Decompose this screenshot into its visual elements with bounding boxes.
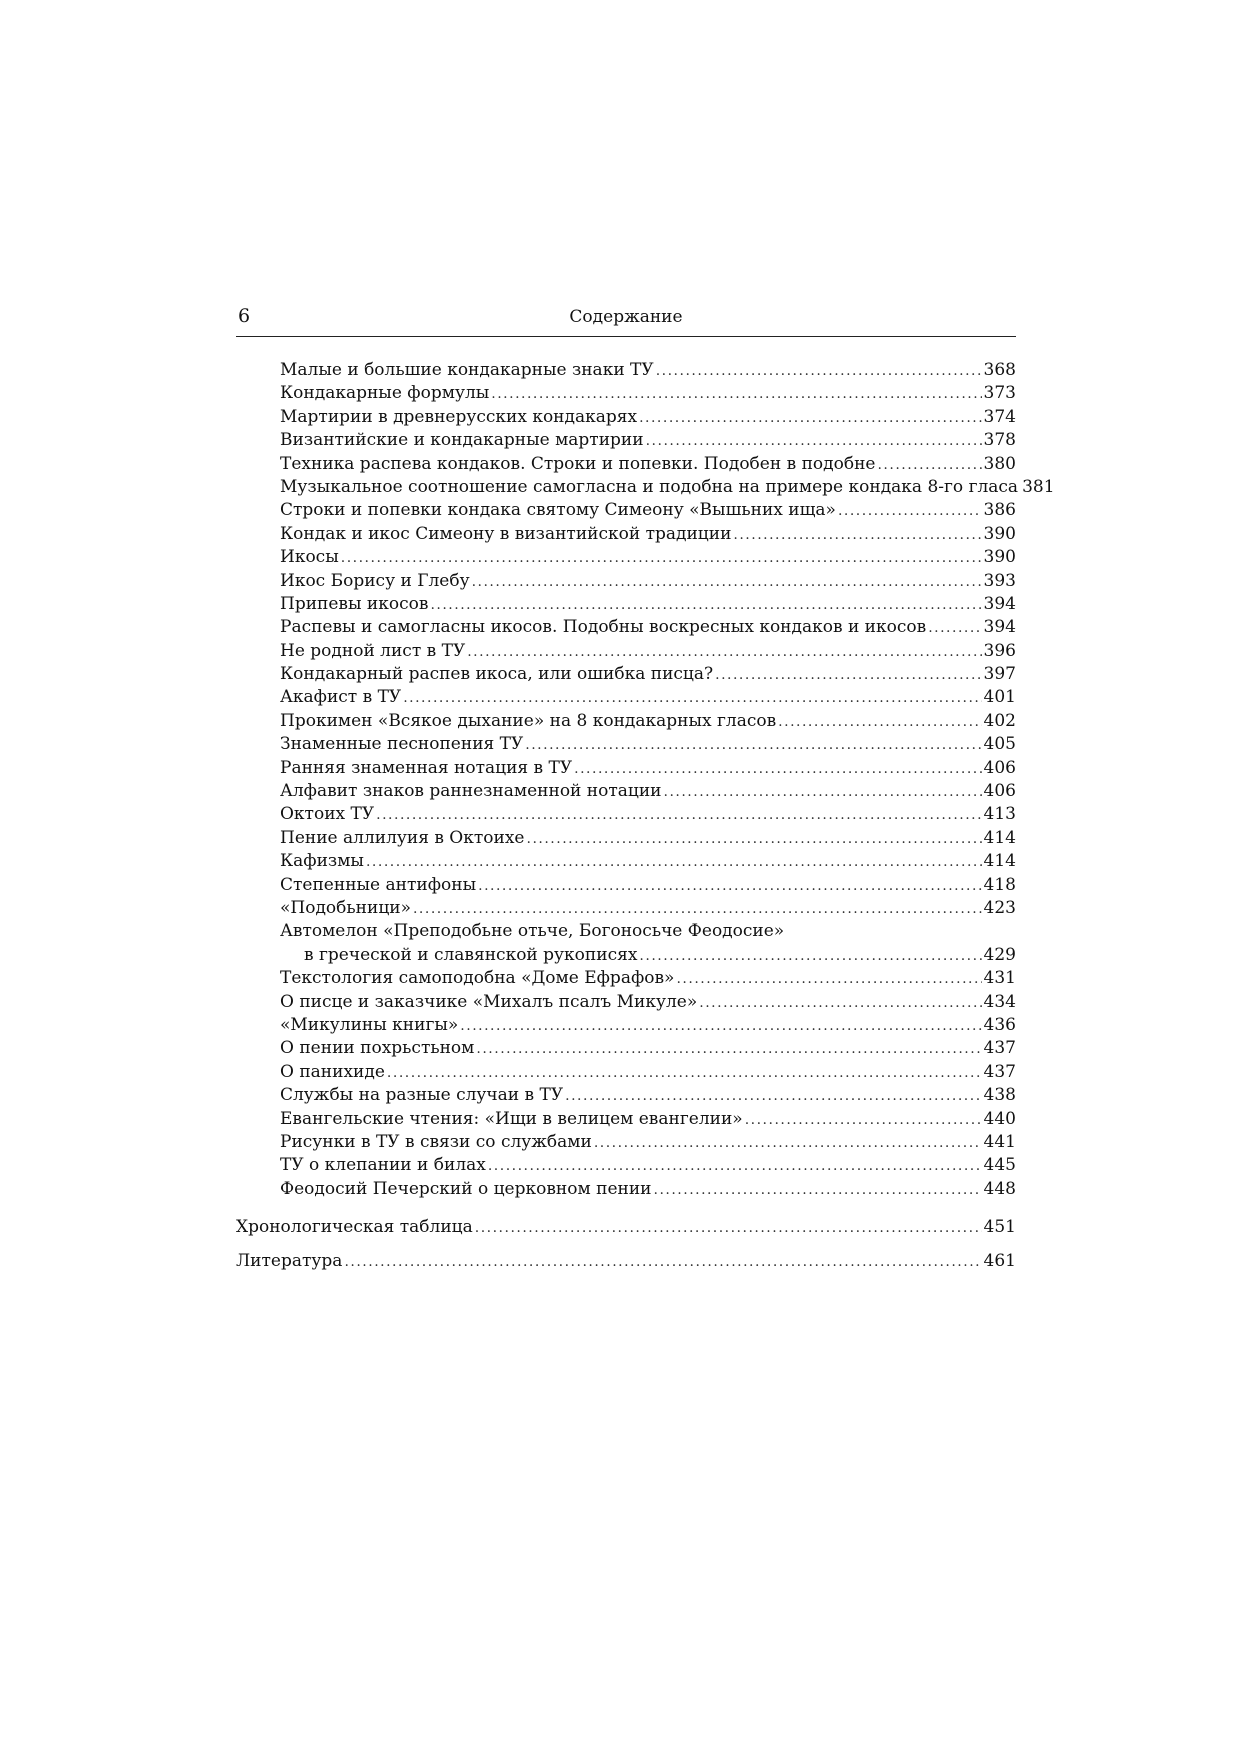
- dot-leader: [366, 851, 982, 874]
- toc-entry-page: 378: [983, 430, 1016, 451]
- toc-entry-title: Византийские и кондакарные мартирии: [280, 430, 644, 451]
- toc-entry-page: 402: [983, 710, 1016, 731]
- toc-entry-title: Алфавит знаков раннезнаменной нотации: [280, 781, 662, 802]
- toc-entry-title: Евангельские чтения: «Ищи в велицем евангелии»: [280, 1108, 743, 1129]
- toc-entry-page: 461: [983, 1251, 1016, 1272]
- dot-leader: [699, 992, 981, 1015]
- toc-entry-title: Рисунки в ТУ в связи со службами: [280, 1131, 592, 1152]
- dot-leader: [413, 898, 982, 921]
- toc-entry-page: 436: [983, 1014, 1016, 1035]
- toc-entry-page: 414: [983, 851, 1016, 872]
- toc-entry-page: 418: [983, 874, 1016, 895]
- toc-entry-title: Икосы: [280, 547, 339, 568]
- toc-entry: [236, 663, 1016, 686]
- dot-leader: [639, 945, 981, 968]
- toc-entry: [236, 640, 1016, 663]
- toc-entry-title: Кондакарные формулы: [280, 383, 490, 404]
- toc-entry-page: 390: [983, 523, 1016, 544]
- toc-entry-top-level: [236, 1215, 1016, 1239]
- dot-leader: [639, 407, 981, 430]
- toc-entry-page: 429: [983, 944, 1016, 965]
- toc-entry-page: 374: [983, 406, 1016, 427]
- toc-entry-page: 393: [983, 570, 1016, 591]
- toc-entry: [236, 780, 1016, 803]
- toc-entry-title-first-line: Автомелон «Преподобьне отьче, Богоносьче Феодосие»: [280, 921, 785, 942]
- toc-entry-page: 423: [983, 897, 1016, 918]
- dot-leader: [525, 734, 981, 757]
- toc-entry-page: 401: [983, 687, 1016, 708]
- dot-leader: [376, 804, 981, 827]
- toc-entry-page: 373: [983, 383, 1016, 404]
- toc-entry: [236, 733, 1016, 756]
- toc-entry-title: «Подобьници»: [280, 897, 411, 918]
- toc-entry: [236, 476, 1055, 499]
- toc-entry: [236, 874, 1016, 897]
- dot-leader: [745, 1109, 982, 1132]
- toc-entry: [236, 686, 1016, 709]
- toc-entry: [236, 710, 1016, 733]
- toc-entry: [236, 1131, 1016, 1154]
- table-of-contents: [236, 359, 1055, 1273]
- dot-leader: [646, 430, 982, 453]
- toc-entry-title: «Микулины книгы»: [280, 1014, 459, 1035]
- toc-entry-page: 414: [983, 827, 1016, 848]
- toc-entry-title: Музыкальное соотношение самогласна и подобна на примере кондака 8-го гласа: [280, 476, 1019, 497]
- toc-entry-page: 394: [983, 617, 1016, 638]
- toc-entry-title: Техника распева кондаков. Строки и попевки. Подобен в подобне: [280, 453, 876, 474]
- toc-entry-title: Припевы икосов: [280, 593, 429, 614]
- toc-entry: [236, 1037, 1016, 1060]
- dot-leader: [527, 828, 982, 851]
- toc-entry: [236, 827, 1016, 850]
- toc-entry: [236, 991, 1016, 1014]
- toc-entry-title: Акафист в ТУ: [280, 687, 402, 708]
- toc-entry: [236, 1154, 1016, 1177]
- toc-entry-title: Кондакарный распев икоса, или ошибка писца?: [280, 664, 714, 685]
- toc-entry-title-continuation: в греческой и славянской рукописях: [304, 944, 638, 965]
- toc-entry-title: Литература: [236, 1251, 343, 1272]
- toc-entry-title: Текстология самоподобна «Доме Ефрафов»: [280, 968, 675, 989]
- dot-leader: [654, 1179, 982, 1202]
- toc-entry: [236, 1061, 1016, 1084]
- dot-leader: [387, 1062, 982, 1085]
- toc-entry: [236, 944, 1016, 967]
- toc-entry-page: 390: [983, 547, 1016, 568]
- toc-entry-page: 413: [983, 804, 1016, 825]
- dot-leader: [467, 641, 981, 664]
- running-title: Содержание: [569, 307, 683, 327]
- toc-entry: [236, 406, 1016, 429]
- dot-leader: [472, 571, 982, 594]
- dot-leader: [733, 524, 981, 547]
- running-header: [236, 300, 1016, 337]
- toc-entry-title: Ранняя знаменная нотация в ТУ: [280, 757, 573, 778]
- toc-entry-top-level: [236, 1249, 1016, 1273]
- toc-entry-title: Малые и большие кондакарные знаки ТУ: [280, 360, 654, 380]
- toc-entry-title: Прокимен «Всякое дыхание» на 8 кондакарных гласов: [280, 710, 777, 731]
- toc-entry: [236, 429, 1016, 452]
- toc-entry-title: Степенные антифоны: [280, 874, 477, 895]
- dot-leader: [594, 1132, 982, 1155]
- dot-leader: [664, 781, 982, 804]
- dot-leader: [565, 1085, 981, 1108]
- toc-entry-page: 397: [983, 664, 1016, 685]
- dot-leader: [344, 1250, 981, 1274]
- toc-entry-title: Октоих ТУ: [280, 804, 375, 825]
- toc-entry-title: Службы на разные случаи в ТУ: [280, 1085, 564, 1106]
- toc-entry-page: 406: [983, 781, 1016, 802]
- toc-entry-title: Хронологическая таблица: [236, 1217, 473, 1238]
- toc-entry: [236, 382, 1016, 405]
- toc-entry-page: 445: [983, 1155, 1016, 1176]
- toc-entry-page: 431: [983, 968, 1016, 989]
- toc-entry-title: Пение аллилуия в Октоихе: [280, 827, 525, 848]
- toc-entry-title: Икос Борису и Глебу: [280, 570, 470, 591]
- toc-entry: [236, 453, 1016, 476]
- toc-entry: [236, 546, 1016, 569]
- toc-entry: [236, 616, 1016, 639]
- toc-entry: [236, 593, 1016, 616]
- toc-entry-page: 451: [983, 1217, 1016, 1238]
- toc-entry: [236, 757, 1016, 780]
- toc-entry-page: 394: [983, 593, 1016, 614]
- toc-entry: [236, 359, 1016, 382]
- toc-entry-page: 441: [983, 1131, 1016, 1152]
- dot-leader: [715, 664, 981, 687]
- toc-entry-title: Строки и попевки кондака святому Симеону «Вышьних ища»: [280, 500, 836, 521]
- toc-entry-title: О пении похрьстьном: [280, 1038, 475, 1059]
- toc-entry-page: 380: [983, 453, 1016, 474]
- toc-entry-page: 437: [983, 1038, 1016, 1059]
- toc-entry-title: О панихиде: [280, 1061, 385, 1082]
- toc-entry: [236, 570, 1016, 593]
- dot-leader: [430, 594, 981, 617]
- toc-entry-title: ТУ о клепании и билах: [280, 1155, 486, 1176]
- dot-leader: [491, 383, 981, 406]
- toc-entry: [236, 897, 1016, 920]
- toc-entry-page: 386: [983, 500, 1016, 521]
- toc-entry-title: Кафизмы: [280, 851, 364, 872]
- toc-entry: [236, 1084, 1016, 1107]
- dot-leader: [676, 968, 981, 991]
- dot-leader: [574, 758, 981, 781]
- page-number: 6: [238, 305, 251, 327]
- toc-entry-page: 434: [983, 991, 1016, 1012]
- toc-entry-page: 440: [983, 1108, 1016, 1129]
- toc-entry-page: 437: [983, 1061, 1016, 1082]
- dot-leader: [341, 547, 982, 570]
- toc-entry-title: Не родной лист в ТУ: [280, 640, 466, 661]
- dot-leader: [403, 687, 981, 710]
- toc-entry: [236, 1178, 1016, 1201]
- toc-entry-title: Феодосий Печерский о церковном пении: [280, 1178, 652, 1199]
- dot-leader: [928, 617, 981, 640]
- toc-entry-page: 381: [1022, 476, 1055, 497]
- dot-leader: [778, 711, 981, 734]
- toc-entry-title: Кондак и икос Симеону в византийской традиции: [280, 523, 732, 544]
- toc-entry-page: 405: [983, 734, 1016, 755]
- dot-leader: [656, 360, 982, 383]
- toc-entry: [236, 523, 1016, 546]
- toc-entry: [236, 850, 1016, 873]
- toc-entry: [236, 803, 1016, 826]
- toc-entry-page: 406: [983, 757, 1016, 778]
- toc-entry-title: Мартирии в древнерусских кондакарях: [280, 406, 638, 427]
- dot-leader: [475, 1216, 982, 1240]
- dot-leader: [488, 1155, 982, 1178]
- toc-entry: [236, 967, 1016, 990]
- toc-entry: [236, 499, 1016, 522]
- dot-leader: [478, 875, 981, 898]
- toc-entry-page: 368: [983, 360, 1016, 380]
- toc-entry: [236, 1108, 1016, 1131]
- toc-entry-title: Знаменные песнопения ТУ: [280, 734, 524, 755]
- toc-entry-title: Распевы и самогласны икосов. Подобны воскресных кондаков и икосов: [280, 617, 927, 638]
- dot-leader: [877, 454, 981, 477]
- toc-entry-title: О писце и заказчике «Михалъ псалъ Микуле»: [280, 991, 698, 1012]
- toc-entry-page: 438: [983, 1085, 1016, 1106]
- toc-entry-page: 448: [983, 1178, 1016, 1199]
- dot-leader: [460, 1015, 981, 1038]
- dot-leader: [476, 1038, 981, 1061]
- dot-leader: [838, 500, 982, 523]
- toc-entry: [236, 1014, 1016, 1037]
- toc-entry-page: 396: [983, 640, 1016, 661]
